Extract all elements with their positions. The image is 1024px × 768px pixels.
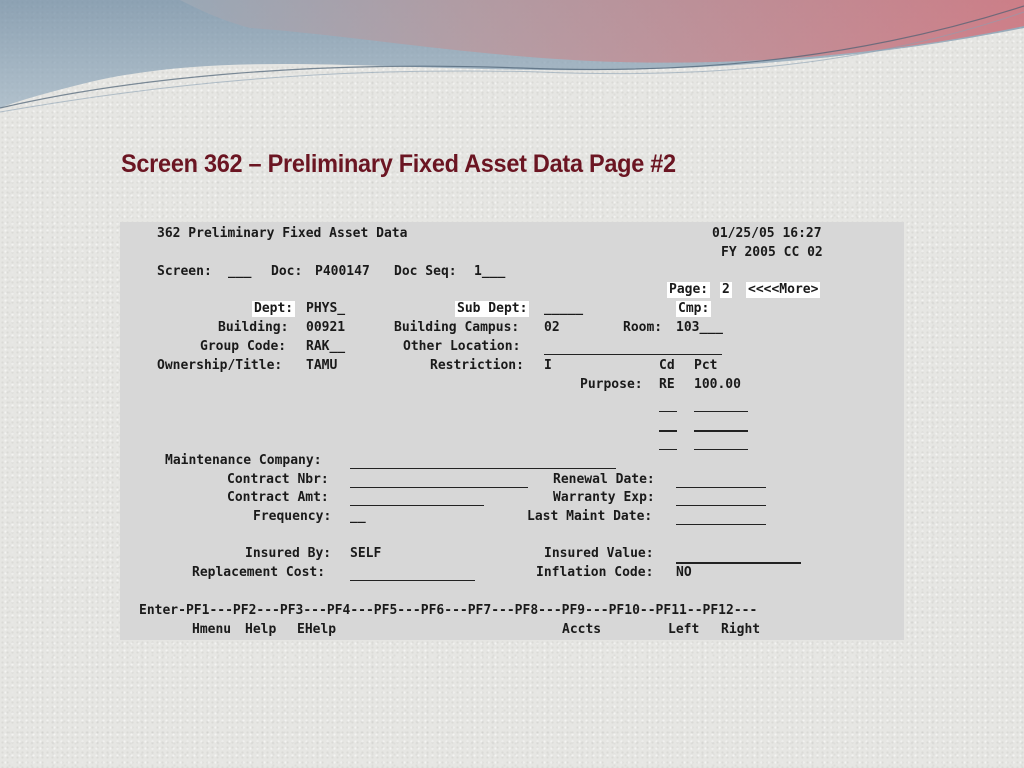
header-wave-decoration	[0, 0, 1024, 120]
restriction-label: Restriction:	[430, 358, 524, 373]
sub-dept-label: Sub Dept:	[457, 301, 528, 316]
pf11-right-key[interactable]: Right	[721, 622, 761, 637]
pf1-hmenu-key[interactable]: Hmenu	[192, 622, 232, 637]
cmp-label: Cmp:	[678, 301, 710, 316]
screen-label: Screen:	[157, 264, 212, 279]
contract-amt-label: Contract Amt:	[227, 490, 329, 505]
screen-input[interactable]: ___	[228, 264, 252, 279]
doc-input[interactable]: P400147	[315, 264, 370, 279]
building-label: Building:	[218, 320, 289, 335]
pf10-left-key[interactable]: Left	[668, 622, 700, 637]
purpose-cd-underline	[659, 411, 677, 412]
dept-label: Dept:	[254, 301, 294, 316]
pf2-help-key[interactable]: Help	[245, 622, 277, 637]
building-input[interactable]: 00921	[306, 320, 346, 335]
ownership-input[interactable]: TAMU	[306, 358, 338, 373]
other-location-label: Other Location:	[403, 339, 521, 354]
inflation-code-input[interactable]: NO	[676, 565, 692, 580]
doc-label: Doc:	[271, 264, 303, 279]
renewal-date-underline	[676, 487, 766, 488]
contract-amt-underline	[350, 505, 484, 506]
purpose-pct-underline	[694, 411, 748, 412]
maintenance-company-label: Maintenance Company:	[165, 453, 322, 468]
page-label: Page:	[669, 282, 709, 297]
insured-by-input[interactable]: SELF	[350, 546, 382, 561]
frequency-input[interactable]: __	[350, 509, 366, 524]
room-input[interactable]: 103___	[676, 320, 723, 335]
pf3-ehelp-key[interactable]: EHelp	[297, 622, 337, 637]
cd-header: Cd	[659, 358, 675, 373]
purpose-cd-underline	[659, 449, 677, 450]
last-maint-date-label: Last Maint Date:	[527, 509, 653, 524]
purpose-pct-input[interactable]: 100.00	[694, 377, 741, 392]
building-campus-label: Building Campus:	[394, 320, 520, 335]
doc-seq-label: Doc Seq:	[394, 264, 457, 279]
insured-value-label: Insured Value:	[544, 546, 654, 561]
slide-title: Screen 362 – Preliminary Fixed Asset Data Page #2	[121, 150, 676, 178]
purpose-pct-underline	[694, 430, 748, 432]
page-number: 2	[722, 282, 730, 297]
function-key-row: Enter-PF1---PF2---PF3---PF4---PF5---PF6---PF7---PF8---PF9---PF10--PF11--PF12---	[139, 603, 758, 618]
maintenance-company-underline	[350, 468, 616, 469]
insured-value-underline	[676, 562, 801, 564]
dept-input[interactable]: PHYS_	[306, 301, 346, 316]
fiscal-info: FY 2005 CC 02	[721, 245, 823, 260]
purpose-cd-underline	[659, 430, 677, 432]
terminal-screen	[120, 222, 904, 640]
contract-nbr-label: Contract Nbr:	[227, 472, 329, 487]
group-code-input[interactable]: RAK__	[306, 339, 346, 354]
insured-by-label: Insured By:	[245, 546, 332, 561]
doc-seq-input[interactable]: 1___	[474, 264, 506, 279]
more-link[interactable]: <<<<More>	[748, 282, 819, 297]
frequency-label: Frequency:	[253, 509, 332, 524]
ownership-label: Ownership/Title:	[157, 358, 283, 373]
warranty-exp-underline	[676, 505, 766, 506]
restriction-input[interactable]: I	[544, 358, 552, 373]
room-label: Room:	[623, 320, 663, 335]
screen-title: 362 Preliminary Fixed Asset Data	[157, 226, 408, 241]
replacement-cost-label: Replacement Cost:	[192, 565, 326, 580]
other-location-underline	[544, 354, 722, 355]
renewal-date-label: Renewal Date:	[553, 472, 655, 487]
group-code-label: Group Code:	[200, 339, 287, 354]
contract-nbr-underline	[350, 487, 528, 488]
replacement-cost-underline	[350, 580, 475, 581]
pf8-accts-key[interactable]: Accts	[562, 622, 602, 637]
purpose-cd-input[interactable]: RE	[659, 377, 675, 392]
datetime: 01/25/05 16:27	[712, 226, 822, 241]
purpose-pct-underline	[694, 449, 748, 450]
sub-dept-input[interactable]: _____	[544, 301, 584, 316]
building-campus-input[interactable]: 02	[544, 320, 560, 335]
inflation-code-label: Inflation Code:	[536, 565, 654, 580]
purpose-label: Purpose:	[580, 377, 643, 392]
warranty-exp-label: Warranty Exp:	[553, 490, 655, 505]
last-maint-date-underline	[676, 524, 766, 525]
pct-header: Pct	[694, 358, 718, 373]
